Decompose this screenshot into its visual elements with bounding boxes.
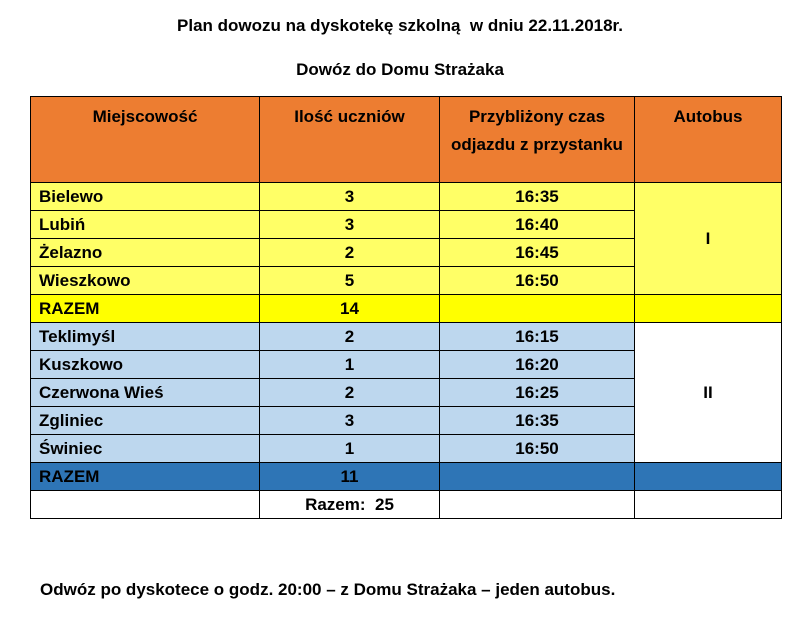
empty-cell bbox=[440, 491, 635, 519]
count-cell: 2 bbox=[260, 323, 440, 351]
count-cell: 3 bbox=[260, 211, 440, 239]
empty-cell bbox=[440, 463, 635, 491]
place-cell: Bielewo bbox=[31, 183, 260, 211]
grand-total: Razem: 25 bbox=[260, 491, 440, 519]
time-cell: 16:50 bbox=[440, 267, 635, 295]
total-row bbox=[31, 463, 782, 491]
place-cell: Żelazno bbox=[31, 239, 260, 267]
place-cell: Kuszkowo bbox=[31, 351, 260, 379]
page-title: Plan dowozu na dyskotekę szkolną w dniu 22.11.2018r. bbox=[177, 16, 623, 35]
grand-total-row bbox=[31, 491, 782, 519]
time-cell: 16:50 bbox=[440, 435, 635, 463]
header-count: Ilość uczniów bbox=[260, 97, 440, 183]
time-cell: 16:25 bbox=[440, 379, 635, 407]
count-cell: 3 bbox=[260, 183, 440, 211]
place-cell: Lubiń bbox=[31, 211, 260, 239]
header-row bbox=[31, 97, 782, 183]
time-cell: 16:15 bbox=[440, 323, 635, 351]
empty-cell bbox=[440, 295, 635, 323]
time-cell: 16:20 bbox=[440, 351, 635, 379]
count-cell: 3 bbox=[260, 407, 440, 435]
total-count: 14 bbox=[260, 295, 440, 323]
place-cell: Wieszkowo bbox=[31, 267, 260, 295]
time-cell: 16:45 bbox=[440, 239, 635, 267]
total-count: 11 bbox=[260, 463, 440, 491]
header-time: Przybliżony czas odjazdu z przystanku bbox=[440, 97, 635, 183]
place-cell: Teklimyśl bbox=[31, 323, 260, 351]
count-cell: 1 bbox=[260, 435, 440, 463]
empty-cell bbox=[635, 491, 782, 519]
return-note: Odwóz po dyskotece o godz. 20:00 – z Domu Strażaka – jeden autobus. bbox=[40, 580, 616, 599]
table-row bbox=[31, 323, 782, 351]
header-place: Miejscowość bbox=[31, 97, 260, 183]
time-cell: 16:35 bbox=[440, 407, 635, 435]
count-cell: 2 bbox=[260, 379, 440, 407]
time-cell: 16:40 bbox=[440, 211, 635, 239]
bus-cell: II bbox=[635, 323, 782, 463]
header-bus: Autobus bbox=[635, 97, 782, 183]
empty-cell bbox=[635, 295, 782, 323]
time-cell: 16:35 bbox=[440, 183, 635, 211]
place-cell: Świniec bbox=[31, 435, 260, 463]
page-subtitle: Dowóz do Domu Strażaka bbox=[296, 60, 504, 79]
table-row bbox=[31, 183, 782, 211]
empty-cell bbox=[31, 491, 260, 519]
count-cell: 2 bbox=[260, 239, 440, 267]
bus-cell: I bbox=[635, 183, 782, 295]
place-cell: Zgliniec bbox=[31, 407, 260, 435]
empty-cell bbox=[635, 463, 782, 491]
total-label: RAZEM bbox=[31, 463, 260, 491]
count-cell: 5 bbox=[260, 267, 440, 295]
place-cell: Czerwona Wieś bbox=[31, 379, 260, 407]
total-label: RAZEM bbox=[31, 295, 260, 323]
transport-table bbox=[30, 96, 782, 519]
total-row bbox=[31, 295, 782, 323]
count-cell: 1 bbox=[260, 351, 440, 379]
